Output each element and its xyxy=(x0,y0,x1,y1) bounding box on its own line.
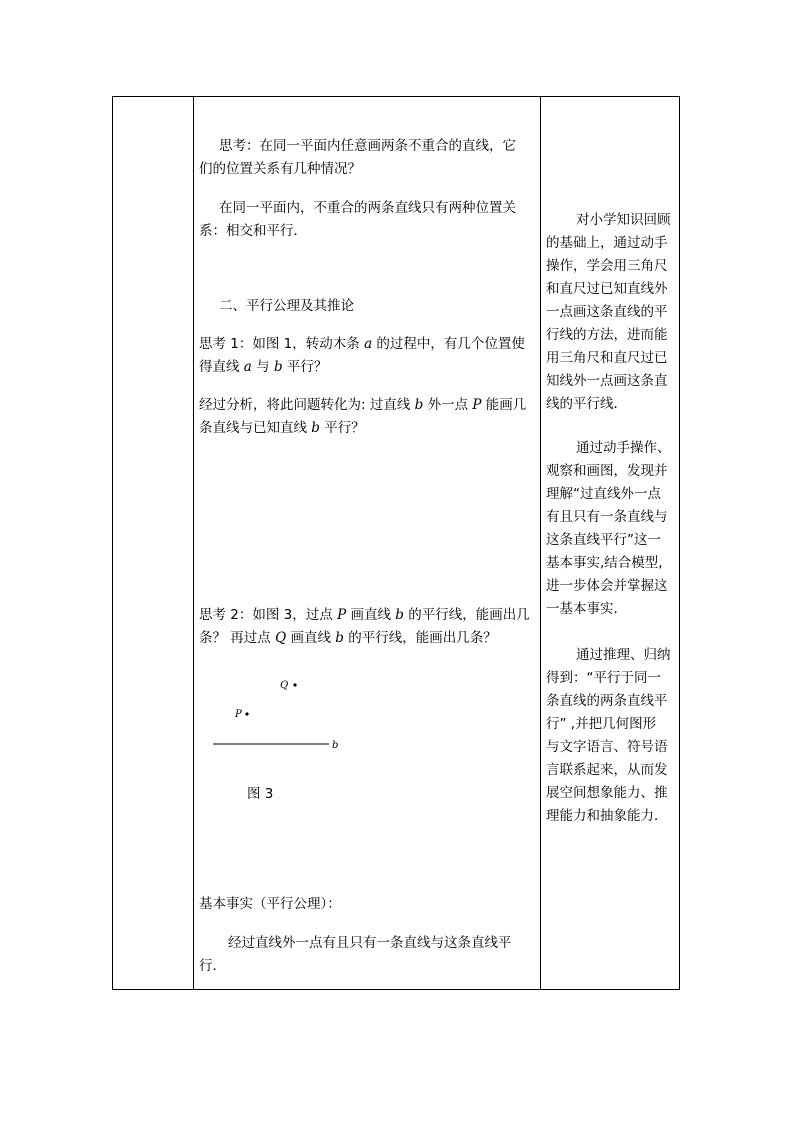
think0-line2: 们的位置关系有几种情况？ xyxy=(199,161,361,177)
side-note-3 xyxy=(546,644,676,828)
fact-line1: 经过直线外一点有且只有一条直线与这条直线平 xyxy=(228,935,512,951)
answer0-line2: 系：相交和平行． xyxy=(199,223,307,239)
think1-line1: 思考 1：如图 1，转动木条 a 的过程中，有几个位置使 xyxy=(199,336,525,352)
side-line: 线的平行线． xyxy=(546,396,627,412)
side-line: 对小学知识回顾 xyxy=(576,212,671,228)
var-p: P xyxy=(472,397,482,413)
side-note-1 xyxy=(546,209,676,416)
var-b: b xyxy=(335,630,344,646)
label-q: Q xyxy=(280,680,289,691)
side-line: 基本事实,结合模型, xyxy=(546,555,663,571)
label-b: b xyxy=(332,740,339,751)
think0-line1: 思考：在同一平面内任意画两条不重合的直线，它 xyxy=(219,138,516,154)
section-title: 二、平行公理及其推论 xyxy=(219,298,354,314)
var-a: a xyxy=(364,336,373,352)
var-q: Q xyxy=(275,630,287,646)
side-line: 和直尺过已知直线外 xyxy=(546,281,668,297)
analysis-line1: 经过分析，将此问题转化为: 过直线 b 外一点 P 能画几 xyxy=(199,397,527,413)
side-line: 通过推理、归纳 xyxy=(576,647,671,663)
side-line: 行” ,并把几何图形 xyxy=(546,716,657,732)
var-b: b xyxy=(414,397,424,413)
side-line: 有且只有一条直线与 xyxy=(546,509,668,525)
var-a: a xyxy=(243,359,252,375)
side-line: 知线外一点画这条直 xyxy=(546,373,668,389)
think2-line1: 思考 2：如图 3，过点 P 画直线 b 的平行线，能画出几 xyxy=(199,607,530,623)
side-note-2 xyxy=(546,437,676,621)
side-line: 行线的方法，进而能 xyxy=(546,327,668,343)
column-divider-left xyxy=(193,97,194,989)
side-line: 得到：“平行于同一 xyxy=(546,670,661,686)
side-line: 用三角尺和直尺过已 xyxy=(546,350,668,366)
side-line: 一点画这条直线的平 xyxy=(546,304,668,320)
side-line: 进一步体会并掌握这 xyxy=(546,578,668,594)
analysis-line2: 条直线与已知直线 b 平行？ xyxy=(199,420,365,436)
side-line: 展空间想象能力、推 xyxy=(546,785,668,801)
think2-line2: 条？ 再过点 Q 画直线 b 的平行线，能画出几条？ xyxy=(199,630,497,646)
var-p: P xyxy=(337,607,347,623)
label-p: P xyxy=(235,709,242,720)
column-divider-right xyxy=(540,97,541,989)
think1-line2: 得直线 a 与 b 平行？ xyxy=(199,359,328,375)
fact-line2: 行． xyxy=(199,958,226,974)
side-line: 理解“过直线外一点 xyxy=(546,486,661,502)
var-b: b xyxy=(395,607,404,623)
var-b: b xyxy=(311,420,320,436)
side-line: 的基础上，通过动手 xyxy=(546,235,668,251)
figure-caption: 图 3 xyxy=(247,786,274,802)
side-line: 通过动手操作、 xyxy=(576,440,671,456)
side-line: 这条直线平行”这一 xyxy=(546,532,661,548)
side-line: 言联系起来，从而发 xyxy=(546,762,668,778)
side-line: 与文字语言、符号语 xyxy=(546,739,668,755)
side-line: 理能力和抽象能力． xyxy=(546,808,668,824)
fact-title: 基本事实（平行公理）： xyxy=(199,896,341,912)
side-line: 观察和画图，发现并 xyxy=(546,463,668,479)
side-line: 操作，学会用三角尺 xyxy=(546,258,668,274)
side-line: 条直线的两条直线平 xyxy=(546,693,668,709)
var-b: b xyxy=(273,359,283,375)
answer0-line1: 在同一平面内，不重合的两条直线只有两种位置关 xyxy=(219,200,516,216)
side-line: 一基本事实． xyxy=(546,601,627,617)
